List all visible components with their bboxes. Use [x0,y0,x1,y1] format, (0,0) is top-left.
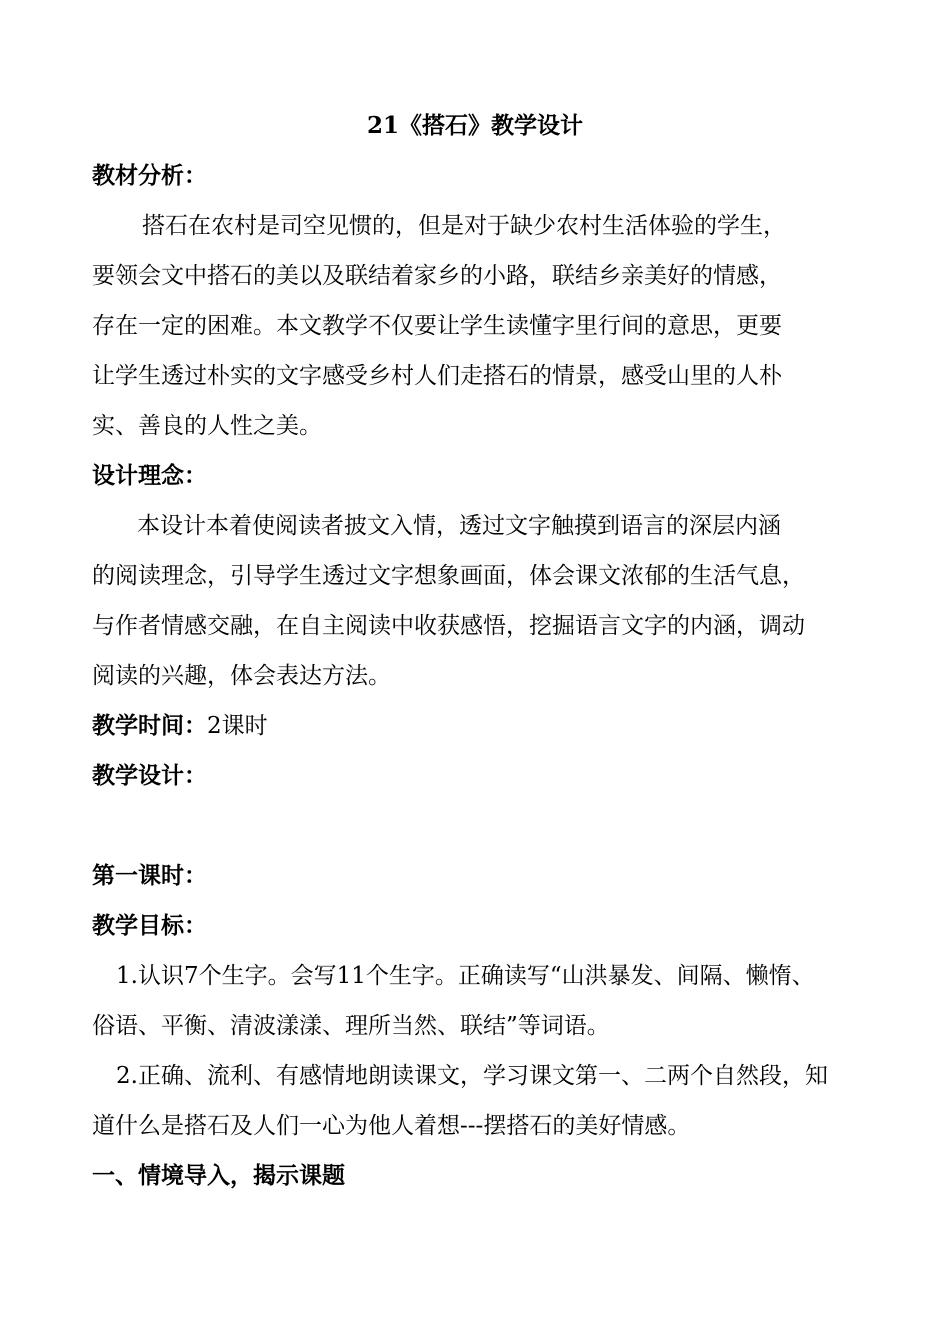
teaching-time-value: 2课时 [207,713,268,739]
material-line-5: 实、善良的人性之美。 [92,413,322,439]
material-heading: 教材分析： [92,162,207,189]
teaching-time-label: 教学时间： [92,712,207,739]
material-line-1: 搭石在农村是司空见惯的，但是对于缺少农村生活体验的学生， [142,213,786,239]
material-line-4: 让学生透过朴实的文字感受乡村人们走搭石的情景，感受山里的人朴 [92,363,782,389]
material-line-3: 存在一定的困难。本文教学不仅要让学生读懂字里行间的意思，更要 [92,313,782,339]
concept-line-4: 阅读的兴趣，体会表达方法。 [92,663,391,689]
step1-heading: 一、情境导入，揭示课题 [92,1162,345,1189]
concept-line-2: 的阅读理念，引导学生透过文字想象画面，体会课文浓郁的生活气息， [92,563,805,589]
goals-heading: 教学目标： [92,912,207,939]
goal-line-3: 2.正确、流利、有感情地朗读课文，学习课文第一、二两个自然段，知 [116,1063,828,1089]
goal-line-4: 道什么是搭石及人们一心为他人着想---摆搭石的美好情感。 [92,1113,691,1139]
material-line-2: 要领会文中搭石的美以及联结着家乡的小路，联结乡亲美好的情感， [92,263,782,289]
concept-heading: 设计理念： [92,462,207,489]
teaching-time [92,706,872,746]
document-title: 21《搭石》教学设计 [366,112,583,139]
concept-line-1: 本设计本着使阅读者披文入情，透过文字触摸到语言的深层内涵 [137,513,781,539]
goal-line-2: 俗语、平衡、清波漾漾、理所当然、联结”等词语。 [92,1013,610,1039]
goal-line-1: 1.认识7个生字。会写11个生字。正确读写“山洪暴发、间隔、懒惰、 [116,963,815,989]
design-heading: 教学设计： [92,762,207,789]
concept-line-3: 与作者情感交融，在自主阅读中收获感悟，挖掘语言文字的内涵，调动 [92,613,805,639]
lesson1-heading: 第一课时： [92,862,207,889]
